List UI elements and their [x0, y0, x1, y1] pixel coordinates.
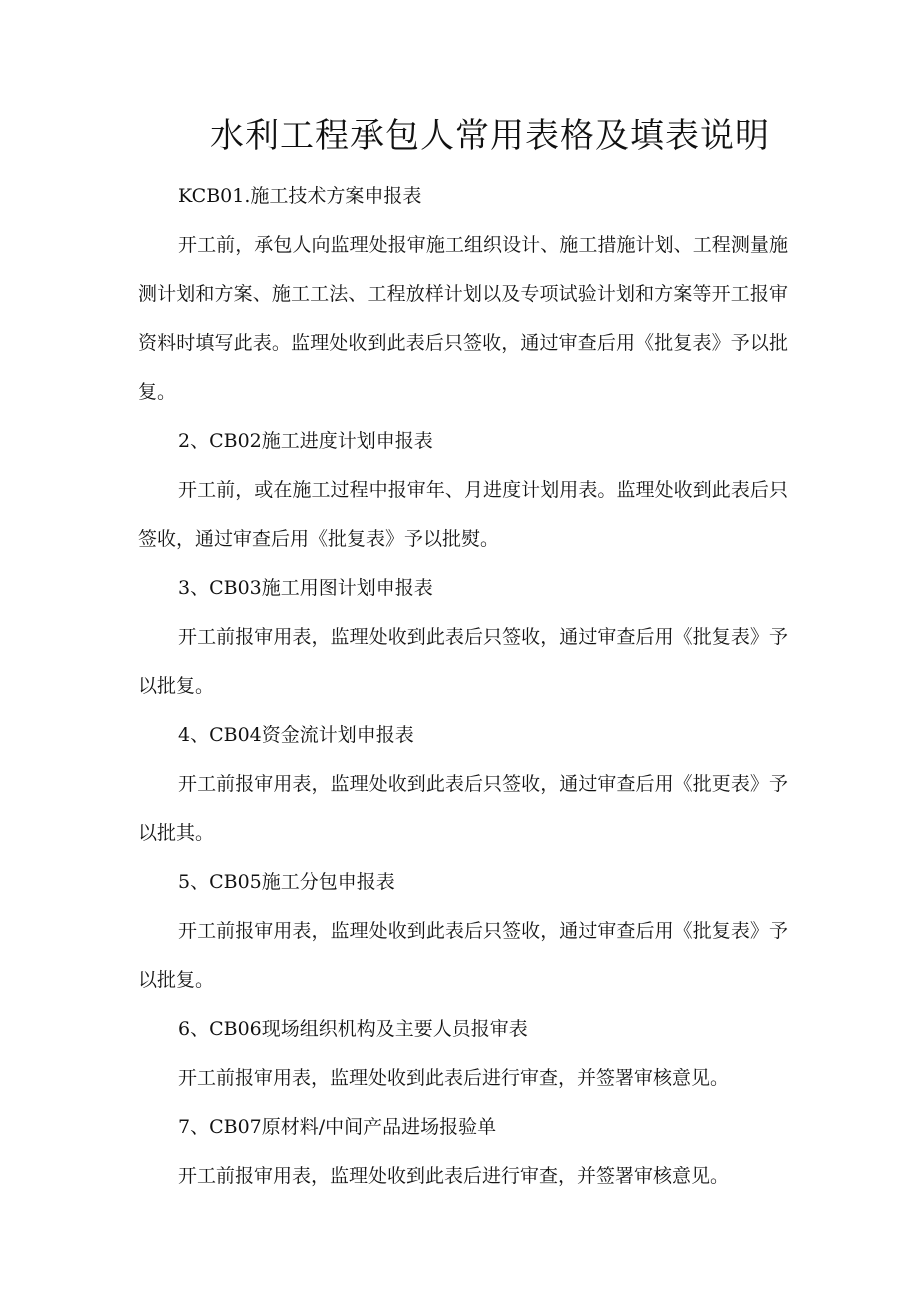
section-paragraph: 开工前报审用表，监理处收到此表后只签收，通过审查后用《批复表》予以批复。: [138, 626, 788, 697]
section-heading: 2、CB02施工进度计划申报表: [178, 430, 433, 452]
document-title: 水利工程承包人常用表格及填表说明: [210, 116, 770, 156]
section-heading: 7、CB07原材料/中间产品进场报验单: [178, 1116, 497, 1138]
section-heading: 6、CB06现场组织机构及主要人员报审表: [178, 1018, 528, 1040]
section-paragraph: 开工前，承包人向监理处报审施工组织设计、施工措施计划、工程测量施测计划和方案、施工工法、工程放样计划以及专项试验计划和方案等开工报审资料时填写此表。监理处收到此表后只签收，通过审查后用《批复表》予以批复。: [138, 234, 788, 403]
section-7: [138, 1103, 788, 1201]
section-heading: 4、CB04资金流计划申报表: [178, 724, 414, 746]
section-2: [138, 417, 788, 564]
section-1: [138, 172, 788, 417]
section-6: [138, 1005, 788, 1103]
section-5: [138, 858, 788, 1005]
section-paragraph: 开工前报审用表，监理处收到此表后只签收，通过审查后用《批复表》予以批复。: [138, 920, 788, 991]
section-heading: KCB01.施工技术方案申报表: [178, 185, 422, 207]
section-paragraph: 开工前报审用表，监理处收到此表后进行审查，并签署审核意见。: [178, 1067, 730, 1089]
section-paragraph: 开工前，或在施工过程中报审年、月进度计划用表。监理处收到此表后只签收，通过审查后用《批复表》予以批熨。: [138, 479, 788, 550]
section-4: [138, 711, 788, 858]
section-heading: 5、CB05施工分包申报表: [178, 871, 395, 893]
section-heading: 3、CB03施工用图计划申报表: [178, 577, 433, 599]
section-3: [138, 564, 788, 711]
document-body: [138, 172, 788, 1201]
section-paragraph: 开工前报审用表，监理处收到此表后进行审查，并签署审核意见。: [178, 1165, 730, 1187]
section-paragraph: 开工前报审用表，监理处收到此表后只签收，通过审查后用《批更表》予以批其。: [138, 773, 788, 844]
